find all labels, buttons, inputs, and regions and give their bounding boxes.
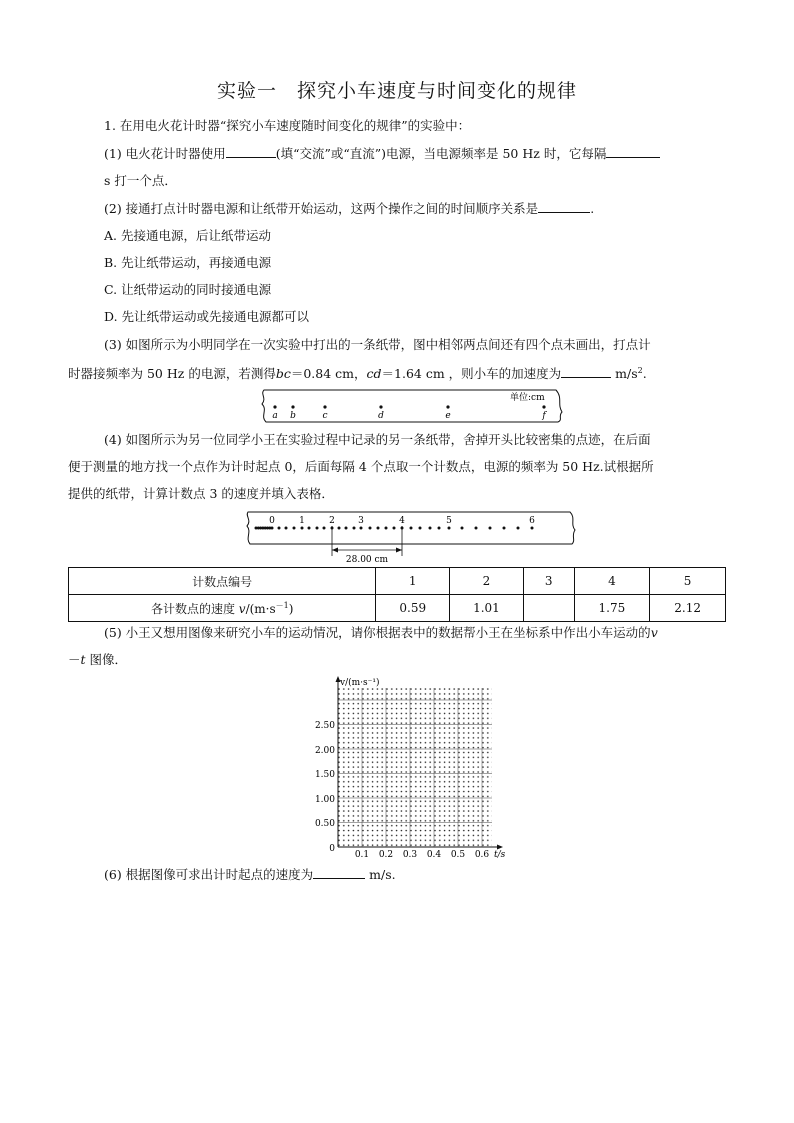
tape-2-dot	[285, 527, 288, 530]
answer-blank-order[interactable]	[538, 200, 590, 213]
graph-dot-grid	[338, 688, 492, 847]
tape-1-dot-c	[323, 405, 326, 408]
vt-graph	[304, 674, 514, 862]
tape-2-dot	[531, 527, 534, 530]
tape-2-label-6: 6	[529, 516, 535, 526]
table-cell-point-5: 5	[650, 568, 726, 595]
part-1-text-b: (填“交流”或“直流”)电源，当电源频率是 50 Hz 时，它每隔	[275, 146, 607, 161]
part-5-end: 图像．	[85, 652, 128, 667]
x-tick-01: 0.1	[354, 850, 370, 860]
tape-2-dot	[419, 527, 422, 530]
table-cell-speed-4: 1.75	[574, 595, 650, 622]
page-title: 实验一 探究小车速度与时间变化的规律	[216, 80, 577, 102]
x-tick-03: 0.3	[402, 850, 418, 860]
tape-2-dot	[301, 527, 304, 530]
tape-2-label-5: 5	[446, 516, 452, 526]
y-tick-0: 0	[329, 844, 335, 854]
tape-2-label-1: 1	[299, 516, 305, 526]
table-cell-speed-2: 1.01	[450, 595, 524, 622]
tape-2-figure	[244, 510, 580, 566]
part-5-text: (5) 小王又想用图像来研究小车的运动情况，请你根据表中的数据帮小王在坐标系中作出小车运动的	[104, 625, 651, 640]
question-stem: 1. 在用电火花计时器“探究小车速度随时间变化的规律”的实验中：	[104, 118, 471, 133]
tape-2-label-3: 3	[358, 516, 364, 526]
cd-value: ＝1.64 cm ，则小车的加速度为	[381, 366, 562, 382]
table-cell-speed-5: 2.12	[650, 595, 726, 622]
tape-2-dot	[438, 527, 441, 530]
tape-2-dot	[338, 527, 341, 530]
var-v: v	[650, 625, 658, 640]
tape-2-dot	[385, 527, 388, 530]
tape-1-dot-f	[542, 405, 545, 408]
tape-2-dot	[316, 527, 319, 530]
tape-2-dot	[517, 527, 520, 530]
x-tick-06: 0.6	[474, 850, 490, 860]
table-cell-point-3: 3	[523, 568, 574, 595]
option-b: B. 先让纸带运动，再接通电源	[104, 255, 272, 270]
var-bc: bc	[275, 366, 291, 382]
table-cell-point-4: 4	[574, 568, 650, 595]
part-2-end: .	[590, 201, 595, 216]
table-cell-speed-3[interactable]	[523, 595, 574, 622]
table-header-speed	[69, 595, 376, 622]
tape-2-distance: 28.00 cm	[345, 555, 389, 565]
accel-unit-exp: 2	[637, 366, 643, 375]
tape-2-dot	[489, 527, 492, 530]
tape-2-dot	[345, 527, 348, 530]
speed-header-v: v	[238, 601, 246, 616]
tape-2-dots	[255, 527, 534, 530]
answer-blank-acceleration[interactable]	[561, 365, 611, 378]
accel-unit: m/s	[615, 366, 638, 382]
tape-1-label-f: f	[542, 411, 546, 421]
tape-2-dot	[308, 527, 311, 530]
tape-2-dot	[323, 527, 326, 530]
y-axis-label: v/(m·s⁻¹)	[340, 678, 380, 688]
part-2-text: (2) 接通打点计时器电源和让纸带开始运动，这两个操作之间的时间顺序关系是	[104, 201, 539, 216]
speed-table	[68, 567, 726, 622]
tape-1-label-b: b	[290, 411, 296, 421]
tape-1-label-e: e	[445, 411, 451, 421]
tape-1-dot-a	[273, 405, 276, 408]
x-axis-label: t/s	[494, 850, 506, 860]
tape-2-dot	[410, 527, 413, 530]
part-1-text-a: (1) 电火花计时器使用	[104, 146, 226, 161]
part-4-line-1: (4) 如图所示为另一位同学小王在实验过程中记录的另一条纸带，舍掉开头比较密集的点迹，在后面	[104, 432, 651, 447]
bc-value: ＝0.84 cm，	[290, 366, 367, 382]
tape-2-dot	[377, 527, 380, 530]
table-cell-point-1: 1	[376, 568, 450, 595]
tape-2-dot	[503, 527, 506, 530]
tape-2-label-4: 4	[399, 516, 405, 526]
tape-1-figure	[258, 388, 564, 424]
tape-2-dot	[475, 527, 478, 530]
part-6-unit: m/s.	[369, 867, 396, 882]
tape-1-dot-d	[379, 405, 382, 408]
part-3-line-1: (3) 如图所示为小明同学在一次实验中打出的一条纸带，图中相邻两点间还有四个点未画出，打点计	[104, 337, 651, 352]
tape-2-dot	[271, 527, 274, 530]
y-tick-200: 2.00	[314, 746, 335, 756]
y-tick-100: 1.00	[314, 795, 335, 805]
answer-blank-interval[interactable]	[606, 145, 660, 158]
tape-2-dot	[369, 527, 372, 530]
table-cell-speed-1: 0.59	[376, 595, 450, 622]
part-3-text: 时器接频率为 50 Hz 的电源，若测得	[68, 366, 276, 382]
part-4-line-2: 便于测量的地方找一个点作为计时起点 0，后面每隔 4 个点取一个计数点，电源的频率为 50 Hz.试根据所	[68, 459, 654, 474]
tape-1-dots	[273, 405, 545, 408]
x-tick-02: 0.2	[378, 850, 394, 860]
speed-header-unit: /(m·s	[245, 601, 276, 616]
var-t: t	[80, 652, 86, 667]
tape-1-dot-b	[291, 405, 294, 408]
part-1	[104, 145, 660, 163]
table-row	[69, 568, 726, 595]
part-5-dash: －	[68, 652, 81, 667]
tape-1-dot-e	[446, 405, 449, 408]
part-1-cont: s 打一个点．	[104, 173, 177, 188]
option-c: C. 让纸带运动的同时接通电源	[104, 282, 272, 297]
table-row	[69, 595, 726, 622]
table-cell-point-2: 2	[450, 568, 524, 595]
answer-blank-initial-speed[interactable]	[313, 866, 365, 879]
y-tick-050: 0.50	[314, 819, 335, 829]
tape-2-label-0: 0	[269, 516, 275, 526]
part-5-line-1	[104, 624, 658, 642]
tape-2-dot	[429, 527, 432, 530]
tape-1-label-c: c	[322, 411, 328, 421]
part-3-line-2	[68, 362, 647, 383]
tape-2-dot	[461, 527, 464, 530]
option-a: A. 先接通电源，后让纸带运动	[104, 228, 271, 243]
tape-1-unit-label: 单位:cm	[510, 393, 545, 403]
y-tick-250: 2.50	[314, 721, 335, 731]
tape-2-dot	[393, 527, 396, 530]
x-tick-05: 0.5	[450, 850, 466, 860]
tape-2-label-2: 2	[329, 516, 335, 526]
part-3-end: .	[642, 366, 647, 382]
tape-2-dot	[353, 527, 356, 530]
tape-1-label-d: d	[378, 411, 384, 421]
speed-header-exp: －1	[275, 600, 289, 610]
tape-2-dot	[360, 527, 363, 530]
var-cd: cd	[366, 366, 382, 382]
tape-2-dot	[278, 527, 281, 530]
answer-blank-power[interactable]	[226, 145, 276, 158]
tape-2-dot	[448, 527, 451, 530]
table-header-point: 计数点编号	[69, 568, 376, 595]
tape-1-label-a: a	[272, 411, 278, 421]
tape-2-dot	[293, 527, 296, 530]
x-axis-arrow	[497, 845, 503, 850]
part-4-line-3: 提供的纸带，计算计数点 3 的速度并填入表格．	[68, 486, 334, 501]
speed-header-text: 各计数点的速度	[150, 601, 239, 616]
part-6-text: (6) 根据图像可求出计时起点的速度为	[104, 867, 314, 882]
y-tick-150: 1.50	[314, 770, 335, 780]
option-d: D. 先让纸带运动或先接通电源都可以	[104, 309, 310, 324]
part-2	[104, 200, 594, 218]
x-tick-04: 0.4	[426, 850, 442, 860]
speed-header-close: )	[288, 601, 294, 616]
part-6	[104, 866, 396, 884]
part-5-line-2	[68, 651, 127, 669]
